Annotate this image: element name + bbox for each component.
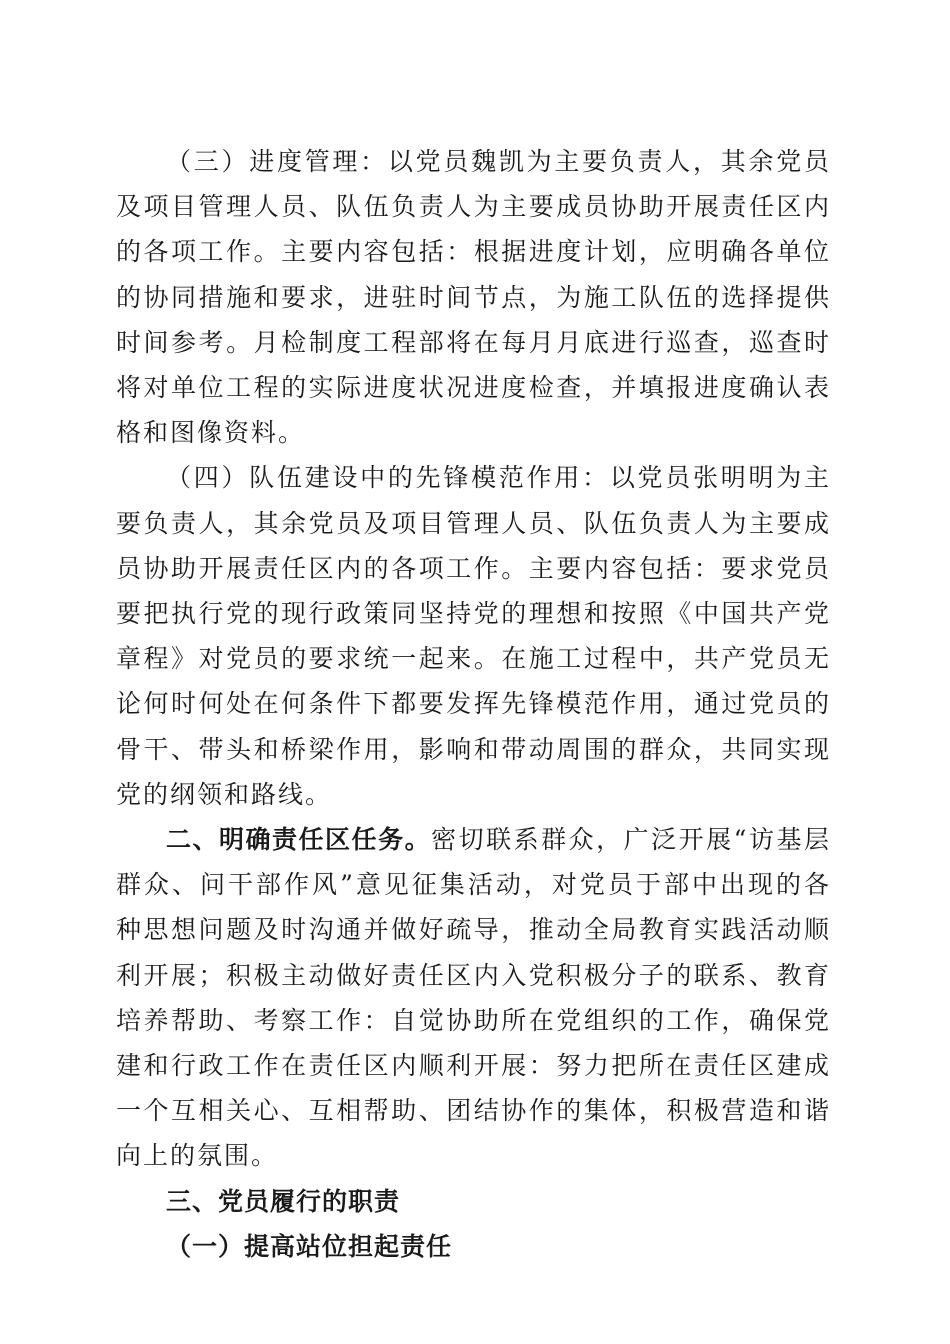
paragraph-progress-management: （三）进度管理：以党员魏凯为主要负责人，其余党员及项目管理人员、队伍负责人为主要成员协助开展责任区内的各项工作。主要内容包括：根据进度计划，应明确各单位的协同措施和要求，进驻时间节点，为施工队伍的选择提供时间参考。月检制度工程部将在每月月底进行巡查，巡查时将对单位工程的实际进度状况进度检查，并填报进度确认表格和图像资料。 (116, 147, 831, 448)
document-body (116, 139, 831, 1269)
paragraph-vanguard-role: （四）队伍建设中的先锋模范作用：以党员张明明为主要负责人，其余党员及项目管理人员、队伍负责人为主要成员协助开展责任区内的各项工作。主要内容包括：要求党员要把执行党的现行政策同坚持党的理想和按照《中国共产党章程》对党员的要求统一起来。在施工过程中，共产党员无论何时何处在何条件下都要发挥先锋模范作用，通过党员的骨干、带头和桥梁作用，影响和带动周围的群众，共同实现党的纲领和路线。 (116, 463, 831, 809)
paragraph-section-2 (116, 817, 831, 1179)
section-2-heading: 二、明确责任区任务。 (166, 825, 432, 855)
subsection-1-heading: （一）提高站位担起责任 (166, 1231, 453, 1261)
section-2-body: 密切联系群众，广泛开展“访基层群众、问干部作风”意见征集活动，对党员于部中出现的各种思想问题及时沟通并做好疏导，推动全局教育实践活动顺利开展；积极主动做好责任区内入党积极分子的联系、教育培养帮助、考察工作：自觉协助所在党组织的工作，确保党建和行政工作在责任区内顺利开展：努力把所在责任区建成一个互相关心、互相帮助、团结协作的集体，积极营造和谐向上的氛围。 (116, 825, 831, 1171)
section-3-heading: 三、党员履行的职责 (166, 1186, 401, 1216)
